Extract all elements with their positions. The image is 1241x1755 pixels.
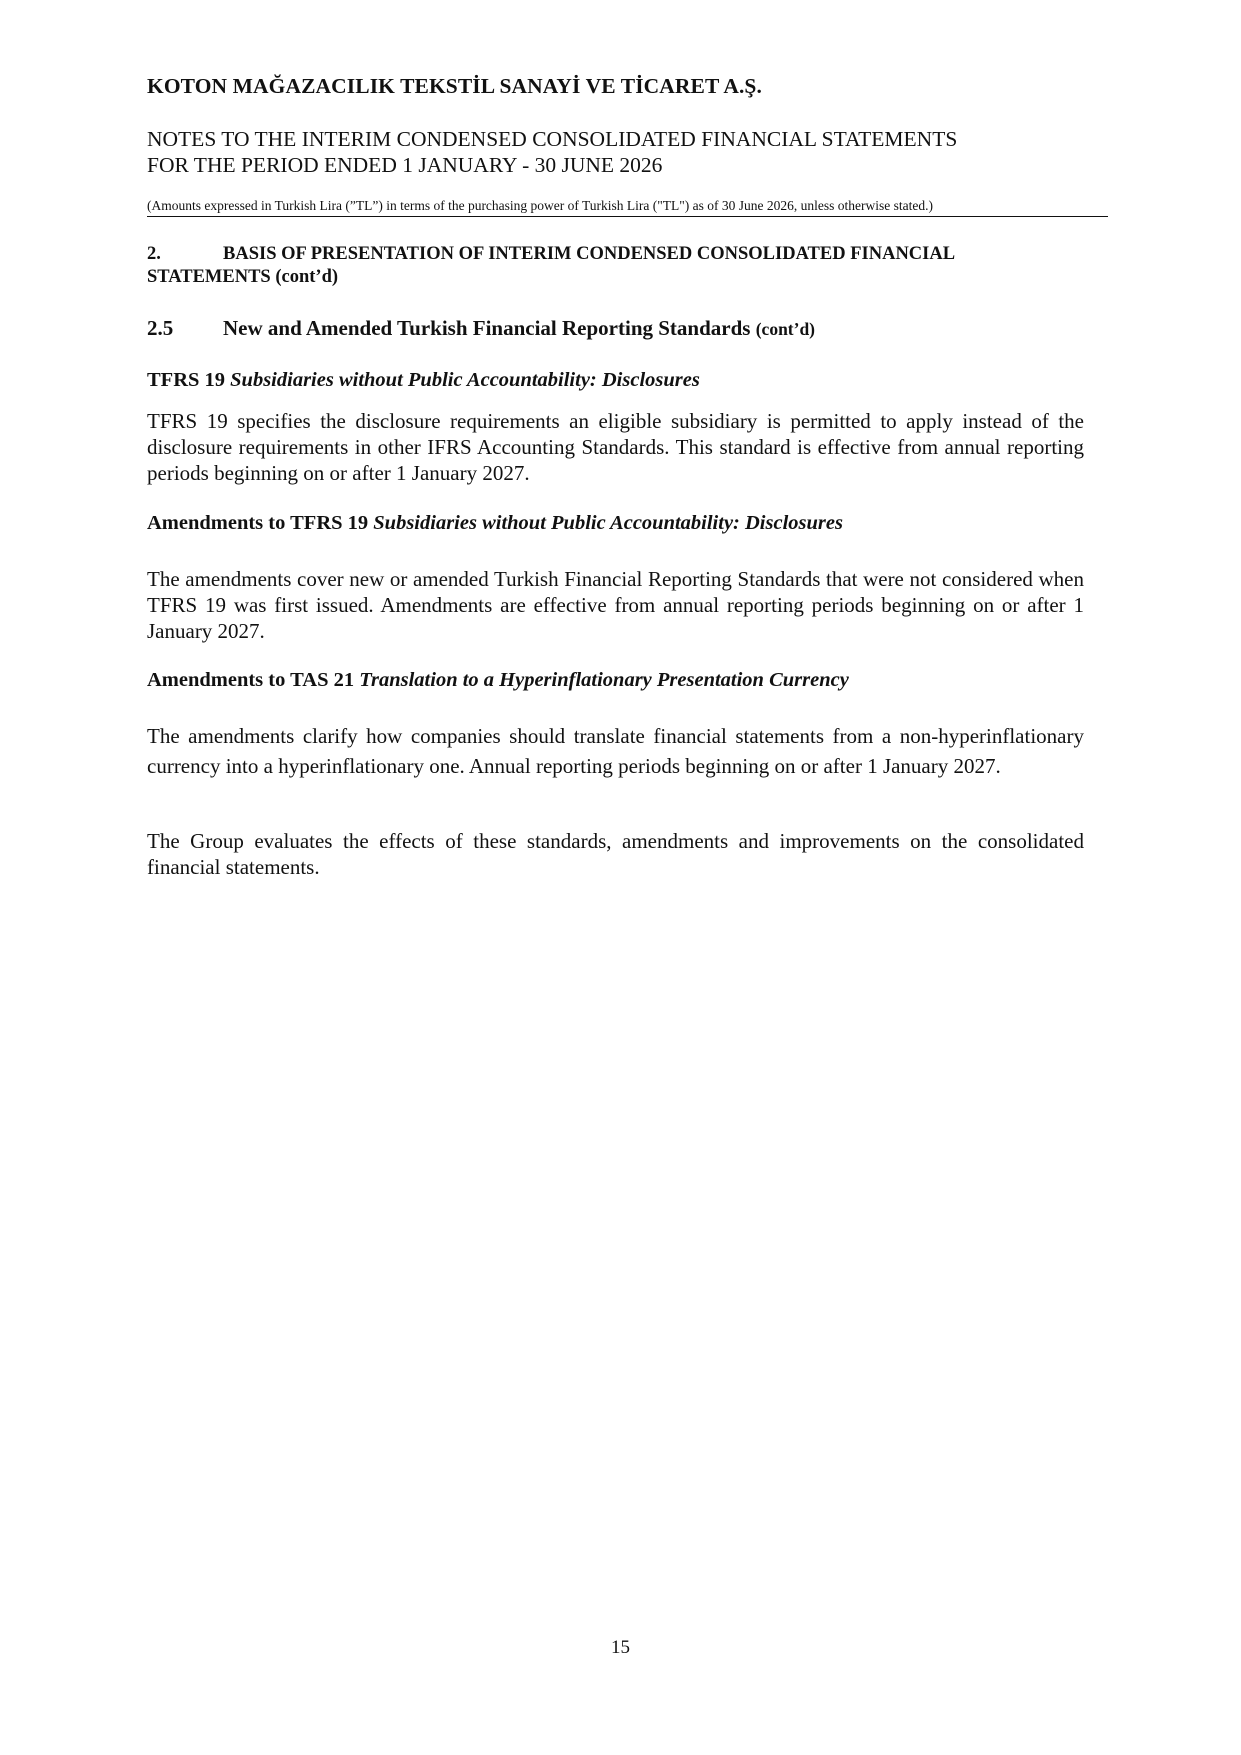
tas21-amendments-heading <box>147 669 849 692</box>
section-2-5-suffix: (cont’d) <box>755 319 816 339</box>
page-number: 15 <box>611 1637 630 1658</box>
tfrs19-heading-italic: Subsidiaries without Public Accountability: Disclosures <box>230 369 700 391</box>
company-name: KOTON MAĞAZACILIK TEKSTİL SANAYİ VE TİCARET A.Ş. <box>147 74 762 98</box>
tfrs19-amendments-heading-italic: Subsidiaries without Public Accountability: Disclosures <box>373 512 843 534</box>
tfrs19-amendments-heading-bold: Amendments to TFRS 19 <box>147 512 369 534</box>
closing-paragraph: The Group evaluates the effects of these standards, amendments and improvements on the consolidated financial statements. <box>147 829 1084 879</box>
header-divider <box>147 216 1108 217</box>
tfrs19-heading <box>147 369 700 392</box>
section-2-heading <box>147 243 1087 289</box>
section-2-title-line-2: STATEMENTS (cont’d) <box>147 267 339 287</box>
statement-title-line-1: NOTES TO THE INTERIM CONDENSED CONSOLIDATED FINANCIAL STATEMENTS <box>147 127 958 151</box>
amounts-note: (Amounts expressed in Turkish Lira (”TL”) in terms of the purchasing power of Turkish Lira ("TL") as of 30 June 2026, unless otherwise stated.) <box>147 198 934 213</box>
statement-title <box>147 126 957 178</box>
tfrs19-amendments-heading <box>147 512 843 535</box>
statement-title-line-2: FOR THE PERIOD ENDED 1 JANUARY - 30 JUNE 2026 <box>147 153 663 177</box>
tfrs19-paragraph: TFRS 19 specifies the disclosure requirements an eligible subsidiary is permitted to apply instead of the disclosure requirements in other IFRS Accounting Standards. This standard is effective from annual reporting periods beginning on or after 1 January 2027. <box>147 409 1084 485</box>
section-2-5-number: 2.5 <box>147 316 174 340</box>
tas21-amendments-paragraph: The amendments clarify how companies should translate financial statements from a non-hyperinflationary currency into a hyperinflationary one. Annual reporting periods beginning on or after 1 January 2027. <box>147 724 1084 778</box>
section-2-5-title: New and Amended Turkish Financial Reporting Standards <box>223 316 751 340</box>
section-2-number: 2. <box>147 244 161 264</box>
tas21-amendments-heading-italic: Translation to a Hyperinflationary Presentation Currency <box>359 669 849 691</box>
section-2-title-line-1: BASIS OF PRESENTATION OF INTERIM CONDENSED CONSOLIDATED FINANCIAL <box>223 244 956 264</box>
section-2-5-heading <box>147 316 815 341</box>
tfrs19-amendments-paragraph: The amendments cover new or amended Turkish Financial Reporting Standards that were not considered when TFRS 19 was first issued. Amendments are effective from annual reporting periods beginning on or after 1 January 2027. <box>147 567 1084 643</box>
tfrs19-heading-bold: TFRS 19 <box>147 369 226 391</box>
tas21-amendments-heading-bold: Amendments to TAS 21 <box>147 669 355 691</box>
